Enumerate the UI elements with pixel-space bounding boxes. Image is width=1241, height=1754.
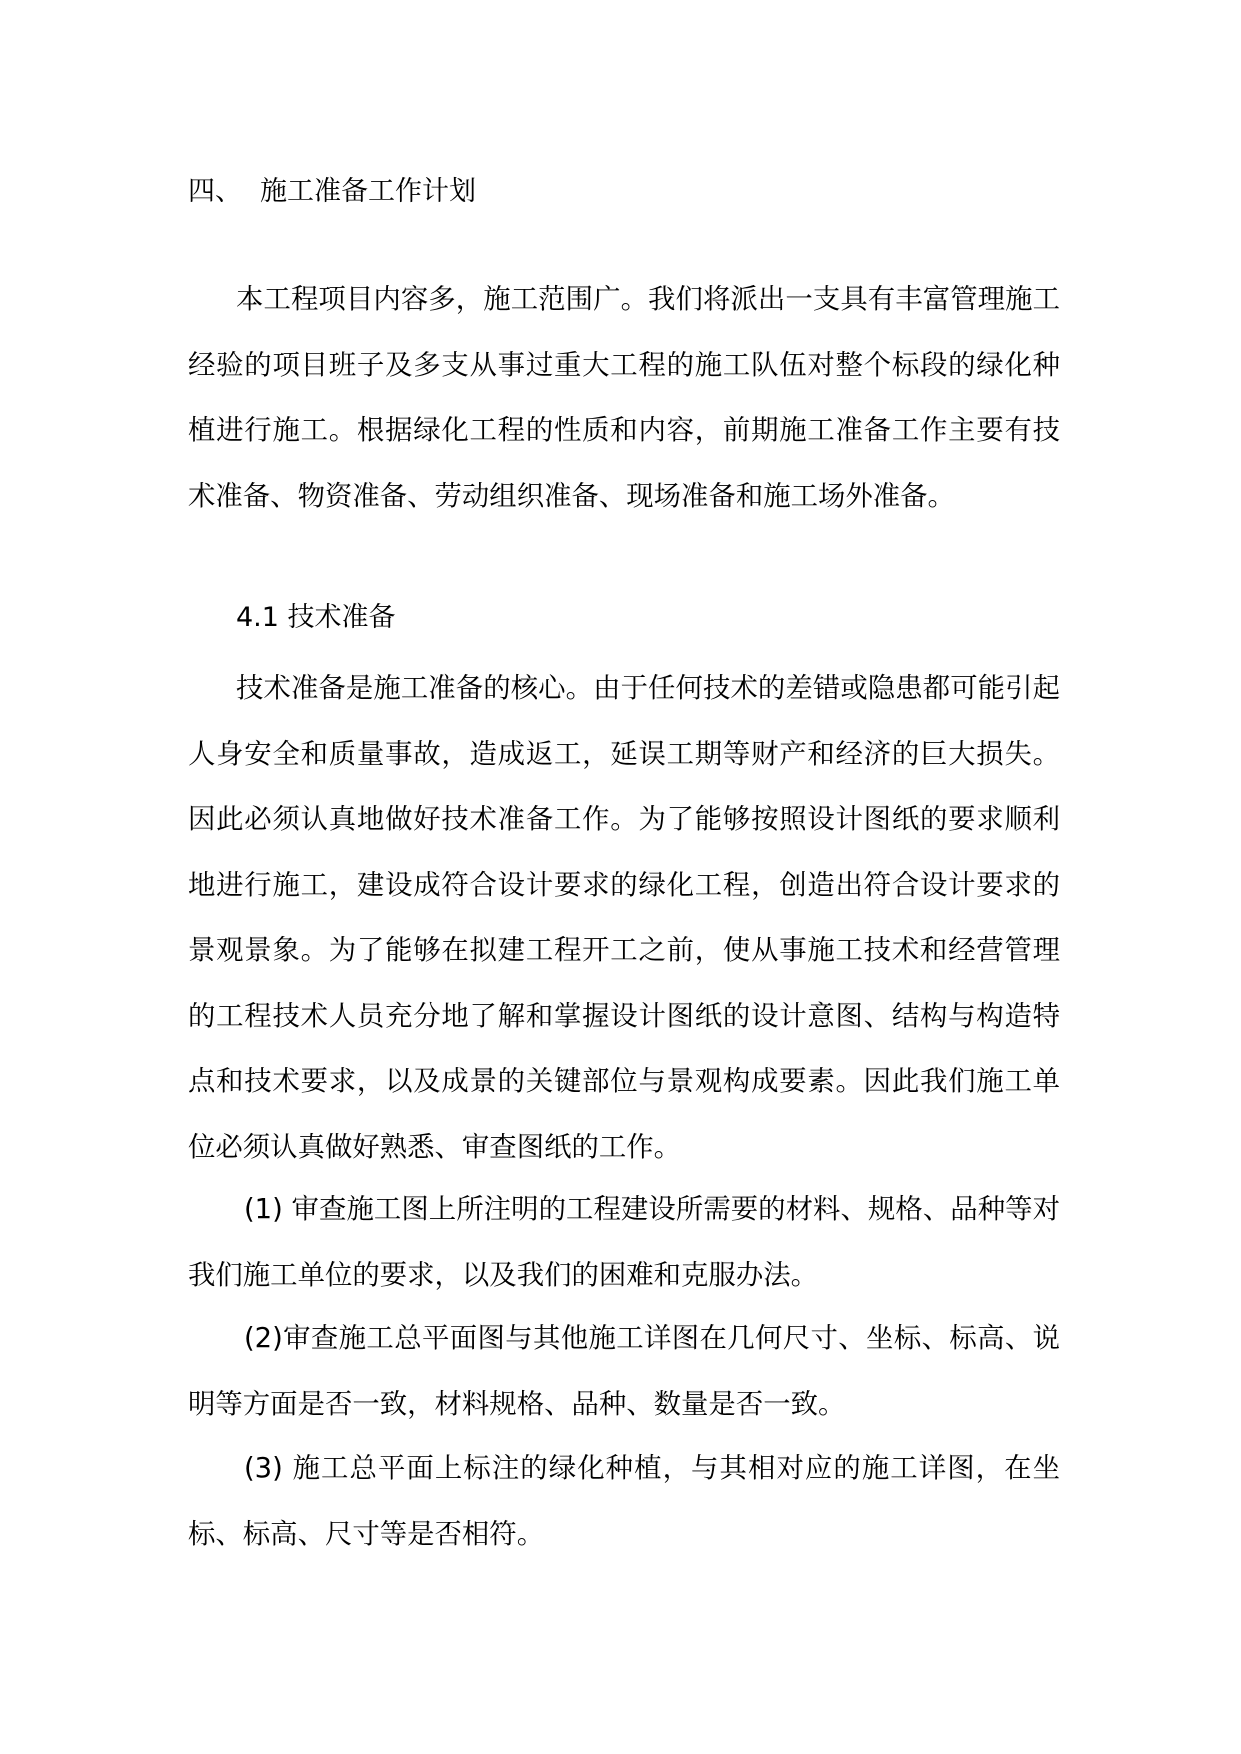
technical-prep-paragraph: 技术准备是施工准备的核心。由于任何技术的差错或隐患都可能引起人身安全和质量事故，造成返工，延误工期等财产和经济的巨大损失。因此必须认真地做好技术准备工作。为了能够按照设计图纸的要求顺利地进行施工，建设成符合设计要求的绿化工程，创造出符合设计要求的景观景象。为了能够在拟建工程开工之前，使从事施工技术和经营管理的工程技术人员充分地了解和掌握设计图纸的设计意图、结构与构造特点和技术要求，以及成景的关键部位与景观构成要素。因此我们施工单位必须认真做好熟悉、审查图纸的工作。 <box>188 673 1060 1163</box>
review-item-3: (3) 施工总平面上标注的绿化种植，与其相对应的施工详图，在坐标、标高、尺寸等是否相符。 <box>188 1453 1060 1550</box>
intro-paragraph: 本工程项目内容多，施工范围广。我们将派出一支具有丰富管理施工经验的项目班子及多支从事过重大工程的施工队伍对整个标段的绿化种植进行施工。根据绿化工程的性质和内容，前期施工准备工作主要有技术准备、物资准备、劳动组织准备、现场准备和施工场外准备。 <box>188 284 1060 512</box>
section-heading <box>188 172 476 212</box>
section-number: 四、 <box>188 176 242 207</box>
subsection-title: 4.1 技术准备 <box>236 602 396 633</box>
review-item-2: (2)审查施工总平面图与其他施工详图在几何尺寸、坐标、标高、说明等方面是否一致，材料规格、品种、数量是否一致。 <box>188 1323 1060 1420</box>
section-title: 施工准备工作计划 <box>260 176 476 207</box>
review-item-1: (1) 审查施工图上所注明的工程建设所需要的材料、规格、品种等对我们施工单位的要求，以及我们的困难和克服办法。 <box>188 1194 1060 1291</box>
